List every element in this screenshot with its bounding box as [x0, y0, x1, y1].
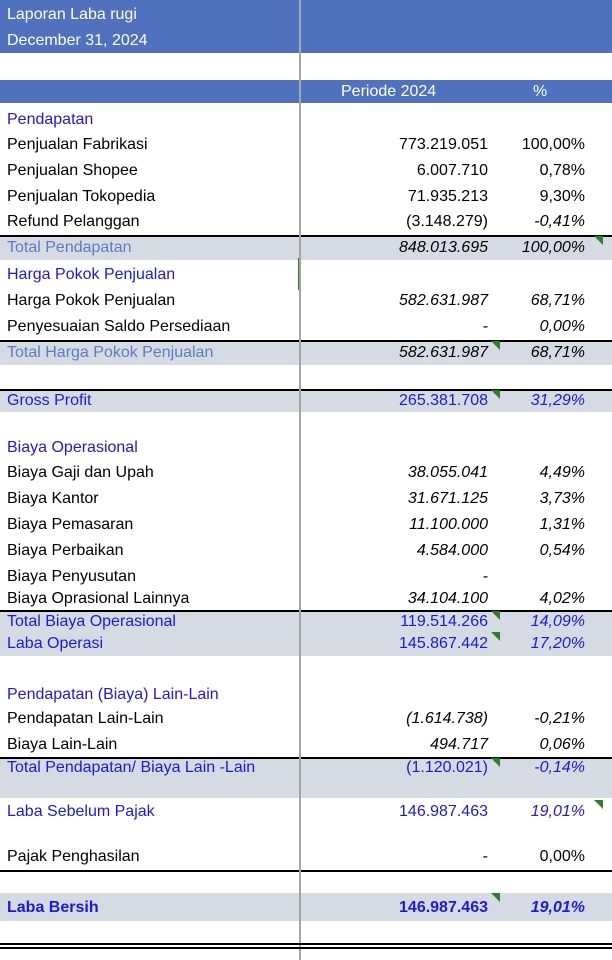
row-percent[interactable]: 68,71% — [530, 292, 585, 309]
row-label: Laba Operasi — [7, 635, 104, 652]
row-label: Penjualan Shopee — [7, 162, 138, 179]
row-label: Penjualan Fabrikasi — [7, 136, 148, 153]
column-divider — [299, 0, 301, 960]
column-header-period: Periode 2024 — [341, 83, 437, 100]
row-border — [0, 870, 612, 872]
double-underline-bottom — [0, 947, 612, 949]
row-value[interactable]: 4.584.000 — [416, 542, 488, 559]
row-border — [0, 235, 612, 237]
comment-marker-icon — [491, 893, 500, 902]
row-label: Total Harga Pokok Penjualan — [7, 344, 214, 361]
row-percent[interactable]: -0,21% — [534, 710, 585, 727]
row-value[interactable]: 265.381.708 — [399, 392, 488, 409]
row-label: Laba Bersih — [7, 899, 99, 916]
row-label: Harga Pokok Penjualan — [7, 292, 176, 309]
row-label: Gross Profit — [7, 392, 92, 409]
comment-marker-icon — [491, 390, 500, 399]
row-percent[interactable]: 4,02% — [539, 590, 585, 607]
row-label: Refund Pelanggan — [7, 213, 140, 230]
row-percent[interactable]: 4,49% — [539, 464, 585, 481]
report-title: Laporan Laba rugi — [7, 6, 137, 23]
row-value[interactable]: 146.987.463 — [399, 803, 488, 820]
row-value[interactable]: 145.867.442 — [399, 635, 488, 652]
row-percent[interactable]: 100,00% — [521, 239, 585, 256]
row-value[interactable]: 6.007.710 — [416, 162, 488, 179]
row-value[interactable]: 31.671.125 — [407, 490, 488, 507]
comment-marker-icon — [491, 341, 500, 350]
row-value[interactable]: (1.120.021) — [406, 759, 488, 776]
row-percent[interactable]: 31,29% — [530, 392, 585, 409]
row-percent[interactable]: 3,73% — [539, 490, 585, 507]
row-value[interactable]: 773.219.051 — [399, 136, 488, 153]
row-label: Laba Sebelum Pajak — [7, 803, 155, 820]
row-value[interactable]: 146.987.463 — [399, 899, 488, 916]
row-label: Biaya Lain-Lain — [7, 736, 118, 753]
row-label: Biaya Operasional — [7, 439, 138, 456]
report-title-band — [0, 0, 612, 53]
row-value[interactable]: 34.104.100 — [407, 590, 488, 607]
comment-marker-icon — [491, 632, 500, 641]
row-label: Biaya Oprasional Lainnya — [7, 590, 190, 607]
row-percent[interactable]: 100,00% — [521, 136, 585, 153]
row-value[interactable]: 848.013.695 — [399, 239, 488, 256]
row-border — [0, 340, 612, 342]
row-value[interactable]: 71.935.213 — [407, 188, 488, 205]
row-label: Total Pendapatan/ Biaya Lain -Lain — [7, 759, 256, 776]
comment-marker-icon — [594, 236, 603, 245]
row-label: Penjualan Tokopedia — [7, 188, 156, 205]
row-band — [0, 390, 612, 412]
row-percent[interactable]: 68,71% — [530, 344, 585, 361]
row-value[interactable]: 582.631.987 — [399, 344, 488, 361]
row-percent[interactable]: 19,01% — [530, 803, 585, 820]
row-label: Pajak Penghasilan — [7, 848, 140, 865]
row-label: Harga Pokok Penjualan — [7, 266, 176, 283]
row-value[interactable]: 494.717 — [430, 736, 488, 753]
row-label: Penyesuaian Saldo Persediaan — [7, 318, 231, 335]
row-label: Pendapatan Lain-Lain — [7, 710, 164, 727]
column-header-band — [0, 80, 612, 103]
row-value[interactable]: 11.100.000 — [409, 516, 488, 533]
row-label: Total Biaya Operasional — [7, 613, 176, 630]
row-percent[interactable]: 1,31% — [539, 516, 585, 533]
row-percent[interactable]: 0,78% — [539, 162, 585, 179]
row-label: Biaya Penyusutan — [7, 568, 136, 585]
row-label: Pendapatan (Biaya) Lain-Lain — [7, 686, 219, 703]
row-value[interactable]: 119.514.266 — [400, 613, 488, 630]
row-border — [0, 389, 612, 391]
row-percent[interactable]: 0,00% — [539, 318, 585, 335]
comment-marker-icon — [594, 800, 603, 809]
row-percent[interactable]: 0,00% — [539, 848, 585, 865]
comment-marker-icon — [491, 758, 500, 767]
row-label: Biaya Kantor — [7, 490, 99, 507]
row-percent[interactable]: -0,14% — [534, 759, 585, 776]
row-value[interactable]: (3.148.279) — [406, 213, 488, 230]
row-value[interactable]: 582.631.987 — [399, 292, 488, 309]
row-percent[interactable]: 17,20% — [530, 635, 585, 652]
row-value[interactable]: - — [482, 318, 488, 335]
row-value[interactable]: 38.055.041 — [407, 464, 488, 481]
row-value[interactable]: - — [482, 848, 488, 865]
row-percent[interactable]: 0,06% — [539, 736, 585, 753]
row-percent[interactable]: -0,41% — [534, 213, 585, 230]
report-date: December 31, 2024 — [7, 32, 148, 49]
double-underline-top — [0, 943, 612, 945]
row-percent[interactable]: 19,01% — [530, 899, 585, 916]
row-value[interactable]: (1.614.738) — [406, 710, 488, 727]
row-label: Biaya Gaji dan Upah — [7, 464, 154, 481]
column-header-percent: % — [533, 83, 548, 100]
row-percent[interactable]: 9,30% — [539, 188, 585, 205]
comment-marker-icon — [491, 611, 500, 620]
row-label: Biaya Pemasaran — [7, 516, 134, 533]
row-value[interactable]: - — [482, 568, 488, 585]
row-label: Biaya Perbaikan — [7, 542, 124, 559]
row-label: Pendapatan — [7, 111, 94, 128]
row-percent[interactable]: 0,54% — [539, 542, 585, 559]
row-percent[interactable]: 14,09% — [530, 613, 585, 630]
row-label: Total Pendapatan — [7, 239, 132, 256]
